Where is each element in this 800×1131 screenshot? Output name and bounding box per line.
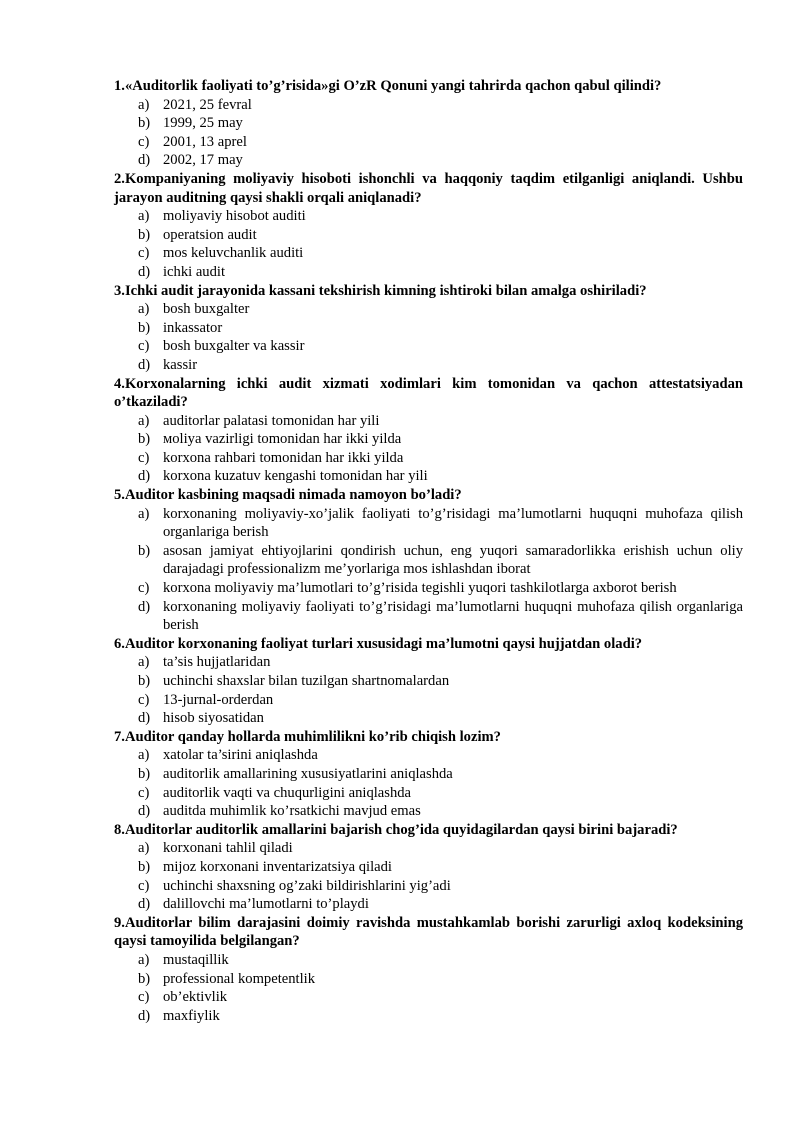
option-letter: b) xyxy=(138,431,151,448)
option-letter: a) xyxy=(138,505,150,522)
option-text: ta’sis hujjatlaridan xyxy=(163,654,271,671)
question-text: 7.Auditor qanday hollarda muhimlilikni ko’rib chiqish lozim? xyxy=(114,728,501,745)
option-text: hisob siyosatidan xyxy=(163,710,264,727)
question-text: 5.Auditor kasbining maqsadi nimada namoyon bo’ladi? xyxy=(114,487,462,504)
option-text: 1999, 25 may xyxy=(163,115,243,132)
option-item xyxy=(114,858,743,877)
option-letter: c) xyxy=(138,580,150,597)
option-list xyxy=(114,746,743,820)
option-item xyxy=(114,467,743,486)
option-item xyxy=(114,542,743,579)
option-item xyxy=(114,839,743,858)
option-letter: d) xyxy=(138,598,151,615)
question-text: 4.Korxonalarning ichki audit xizmati xodimlari kim tomonidan va qachon attestatsiyadan o’tkaziladi? xyxy=(114,375,743,411)
option-item xyxy=(114,784,743,803)
option-letter: d) xyxy=(138,468,151,485)
option-item xyxy=(114,412,743,431)
option-letter: a) xyxy=(138,208,150,225)
option-item xyxy=(114,207,743,226)
option-item xyxy=(114,151,743,170)
option-text: korxona kuzatuv kengashi tomonidan har yili xyxy=(163,468,428,485)
option-text: ob’ektivlik xyxy=(163,989,228,1006)
option-item xyxy=(114,653,743,672)
option-item xyxy=(114,337,743,356)
option-item xyxy=(114,430,743,449)
option-item xyxy=(114,133,743,152)
question-text: 6.Auditor korxonaning faoliyat turlari xususidagi ma’lumotni qaysi hujjatdan oladi? xyxy=(114,635,643,652)
option-item xyxy=(114,505,743,542)
option-text: maxfiylik xyxy=(163,1007,220,1024)
question-text: 3.Ichki audit jarayonida kassani tekshirish kimning ishtiroki bilan amalga oshiriladi? xyxy=(114,282,647,299)
option-letter: d) xyxy=(138,263,151,280)
option-letter: a) xyxy=(138,951,150,968)
option-item xyxy=(114,356,743,375)
option-letter: d) xyxy=(138,1007,151,1024)
option-letter: b) xyxy=(138,858,151,875)
option-text: korxona moliyaviy ma’lumotlari to’g’risida tegishli yuqori tashkilotlarga axborot berish xyxy=(163,580,677,597)
option-item xyxy=(114,263,743,282)
document-page xyxy=(114,77,743,1025)
question-5 xyxy=(114,486,743,635)
option-item xyxy=(114,114,743,133)
option-text: operatsion audit xyxy=(163,226,257,243)
option-list xyxy=(114,412,743,486)
option-item xyxy=(114,765,743,784)
option-text: auditorlar palatasi tomonidan har yili xyxy=(163,412,380,429)
question-8 xyxy=(114,821,743,914)
option-list xyxy=(114,505,743,635)
question-text: 8.Auditorlar auditorlik amallarini bajarish chog’ida quyidagilardan qaysi birini bajaradi? xyxy=(114,821,678,838)
question-text: 1.«Auditorlik faoliyati to’g’risida»gi O’zR Qonuni yangi tahrirda qachon qabul qilindi? xyxy=(114,78,662,94)
option-letter: b) xyxy=(138,226,151,243)
option-letter: c) xyxy=(138,449,150,466)
option-letter: b) xyxy=(138,673,151,689)
option-item xyxy=(114,672,743,691)
question-6 xyxy=(114,635,743,728)
option-letter: c) xyxy=(138,784,150,801)
option-letter: c) xyxy=(138,877,150,894)
option-text: asosan jamiyat ehtiyojlarini qondirish uchun, eng yuqori samaradorlikka erishish uchun oliy darajadagi professionalizm me’yorlariga mos ishlashdan iborat xyxy=(163,542,743,578)
option-letter: c) xyxy=(138,133,150,150)
option-item xyxy=(114,226,743,245)
option-text: korxona rahbari tomonidan har ikki yilda xyxy=(163,449,404,466)
option-item xyxy=(114,691,743,710)
option-list xyxy=(114,839,743,913)
option-text: xatolar ta’sirini aniqlashda xyxy=(163,747,318,764)
option-letter: b) xyxy=(138,319,151,336)
option-text: 13-jurnal-orderdan xyxy=(163,691,274,708)
option-text: professional kompetentlik xyxy=(163,970,315,987)
option-letter: c) xyxy=(138,338,150,355)
option-list xyxy=(114,96,743,170)
option-text: mos keluvchanlik auditi xyxy=(163,245,304,262)
option-item xyxy=(114,579,743,598)
option-letter: c) xyxy=(138,691,150,708)
option-item xyxy=(114,319,743,338)
option-item xyxy=(114,988,743,1007)
option-text: mustaqillik xyxy=(163,951,229,968)
option-letter: a) xyxy=(138,840,150,857)
option-letter: d) xyxy=(138,356,151,373)
option-text: 2001, 13 aprel xyxy=(163,133,247,150)
option-text: auditorlik amallarining xususiyatlarini aniqlashda xyxy=(163,765,453,782)
option-letter: d) xyxy=(138,710,151,727)
option-letter: c) xyxy=(138,989,150,1006)
option-text: korxonaning moliyaviy-xo’jalik faoliyati to’g’risidagi ma’lumotlarni huquqni muhofaza qilish organlariga berish xyxy=(163,505,743,541)
question-2 xyxy=(114,170,743,282)
option-text: uchinchi shaxslar bilan tuzilgan shartnomalardan xyxy=(163,673,450,689)
option-item xyxy=(114,746,743,765)
question-text: 9.Auditorlar bilim darajasini doimiy ravishda mustahkamlab borishi zarurligi axloq kodeksining qaysi tamoyilida belgilangan? xyxy=(114,914,743,950)
option-text: moliyaviy hisobot auditi xyxy=(163,208,306,225)
option-letter: b) xyxy=(138,115,151,132)
option-text: ichki audit xyxy=(163,263,226,280)
option-text: 2002, 17 may xyxy=(163,152,243,169)
option-text: auditorlik vaqti va chuqurligini aniqlashda xyxy=(163,784,412,801)
question-1 xyxy=(114,77,743,170)
option-text: inkassator xyxy=(163,319,223,336)
option-letter: b) xyxy=(138,542,151,559)
option-list xyxy=(114,653,743,727)
option-item xyxy=(114,895,743,914)
option-item xyxy=(114,951,743,970)
question-9 xyxy=(114,914,743,1026)
option-item xyxy=(114,1007,743,1026)
option-text: auditda muhimlik ko’rsatkichi mavjud emas xyxy=(163,803,421,820)
option-item xyxy=(114,802,743,821)
option-item xyxy=(114,300,743,319)
option-letter: d) xyxy=(138,803,151,820)
option-letter: a) xyxy=(138,96,150,113)
option-text: uchinchi shaxsning og’zaki bildirishlarini yig’adi xyxy=(163,877,451,894)
option-list xyxy=(114,300,743,374)
option-letter: b) xyxy=(138,970,151,987)
option-letter: d) xyxy=(138,152,151,169)
option-text: bosh buxgalter xyxy=(163,301,250,318)
option-text: bosh buxgalter va kassir xyxy=(163,338,305,355)
option-letter: a) xyxy=(138,301,150,318)
option-letter: a) xyxy=(138,747,150,764)
option-item xyxy=(114,598,743,635)
option-letter: c) xyxy=(138,245,150,262)
option-letter: b) xyxy=(138,765,151,782)
question-3 xyxy=(114,282,743,375)
option-text: мoliya vazirligi tomonidan har ikki yilda xyxy=(163,431,402,448)
option-text: korxonaning moliyaviy faoliyati to’g’risidagi ma’lumotlarni huquqni muhofaza qilish organlariga berish xyxy=(163,598,743,634)
option-text: korxonani tahlil qiladi xyxy=(163,840,293,857)
option-text: 2021, 25 fevral xyxy=(163,96,252,113)
option-list xyxy=(114,207,743,281)
question-text: 2.Kompaniyaning moliyaviy hisoboti ishonchli va haqqoniy taqdim etilganligi aniqlandi. Ushbu jarayon auditning qaysi shakli orqali aniqlanadi? xyxy=(114,170,743,206)
question-7 xyxy=(114,728,743,821)
option-item xyxy=(114,970,743,989)
question-4 xyxy=(114,375,743,487)
option-item xyxy=(114,449,743,468)
option-item xyxy=(114,709,743,728)
option-letter: d) xyxy=(138,896,151,913)
option-text: kassir xyxy=(163,356,198,373)
option-text: mijoz korxonani inventarizatsiya qiladi xyxy=(163,858,392,875)
option-item xyxy=(114,877,743,896)
option-item xyxy=(114,244,743,263)
option-text: dalillovchi ma’lumotlarni to’playdi xyxy=(163,896,369,913)
option-letter: a) xyxy=(138,654,150,671)
option-letter: a) xyxy=(138,412,150,429)
option-item xyxy=(114,96,743,115)
option-list xyxy=(114,951,743,1025)
